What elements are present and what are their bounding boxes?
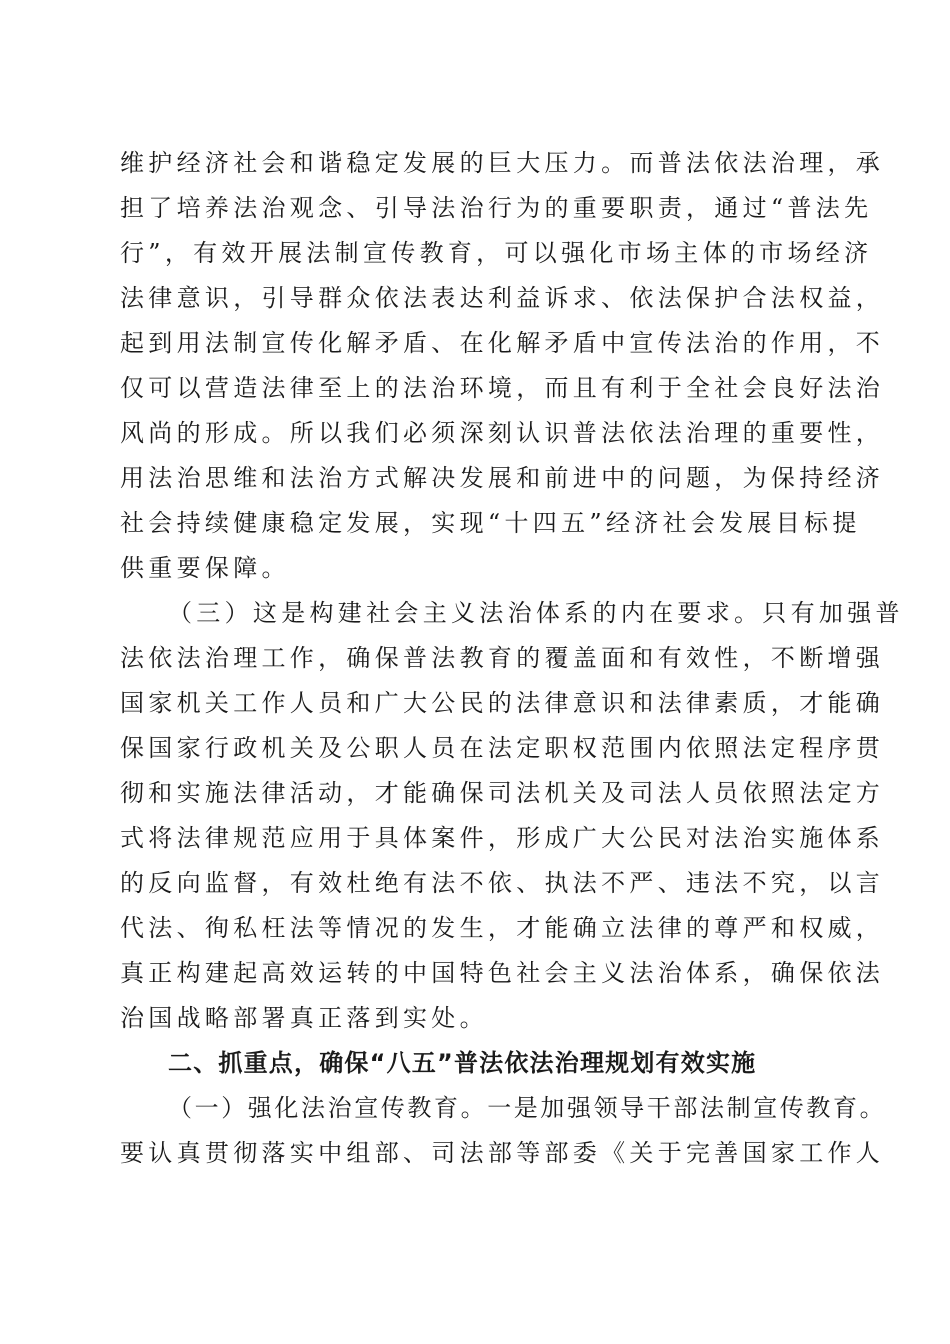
text-line: 要认真贯彻落实中组部、司法部等部委《关于完善国家工作人 [120,1139,885,1167]
text-line: 式将法律规范应用于具体案件，形成广大公民对法治实施体系 [120,824,885,852]
text-line: 仅可以营造法律至上的法治环境，而且有利于全社会良好法治 [120,374,885,402]
text-line: 用法治思维和法治方式解决发展和前进中的问题，为保持经济 [120,464,885,492]
text-line: 担了培养法治观念、引导法治行为的重要职责，通过“普法先 [120,194,873,222]
text-line: 风尚的形成。所以我们必须深刻认识普法依法治理的重要性， [120,419,885,447]
text-line: 社会持续健康稳定发展，实现“十四五”经济社会发展目标提 [120,509,861,537]
text-line: 供重要保障。 [120,554,290,582]
text-line: 保国家行政机关及公职人员在法定职权范围内依照法定程序贯 [120,734,885,762]
text-line: 彻和实施法律活动，才能确保司法机关及司法人员依照法定方 [120,779,885,807]
text-line: 的反向监督，有效杜绝有法不依、执法不严、违法不究，以言 [120,869,885,897]
text-line: 代法、徇私枉法等情况的发生，才能确立法律的尊严和权威， [120,914,885,942]
text-line: 国家机关工作人员和广大公民的法律意识和法律素质，才能确 [120,689,885,717]
text-line: 维护经济社会和谐稳定发展的巨大压力。而普法依法治理，承 [120,149,885,177]
text-line: 起到用法制宣传化解矛盾、在化解矛盾中宣传法治的作用，不 [120,329,885,357]
paragraph-first-line: （三）这是构建社会主义法治体系的内在要求。只有加强普 [168,599,904,627]
section-heading: 二、抓重点，确保“八五”普法依法治理规划有效实施 [168,1049,757,1077]
text-line: 法依法治理工作，确保普法教育的覆盖面和有效性，不断增强 [120,644,885,672]
paragraph-first-line: （一）强化法治宣传教育。一是加强领导干部法制宣传教育。 [168,1094,887,1122]
text-line: 治国战略部署真正落到实处。 [120,1004,488,1032]
text-line: 法律意识，引导群众依法表达利益诉求、依法保护合法权益， [120,284,885,312]
text-line: 真正构建起高效运转的中国特色社会主义法治体系，确保依法 [120,959,885,987]
text-line: 行”，有效开展法制宣传教育，可以强化市场主体的市场经济 [120,239,873,267]
